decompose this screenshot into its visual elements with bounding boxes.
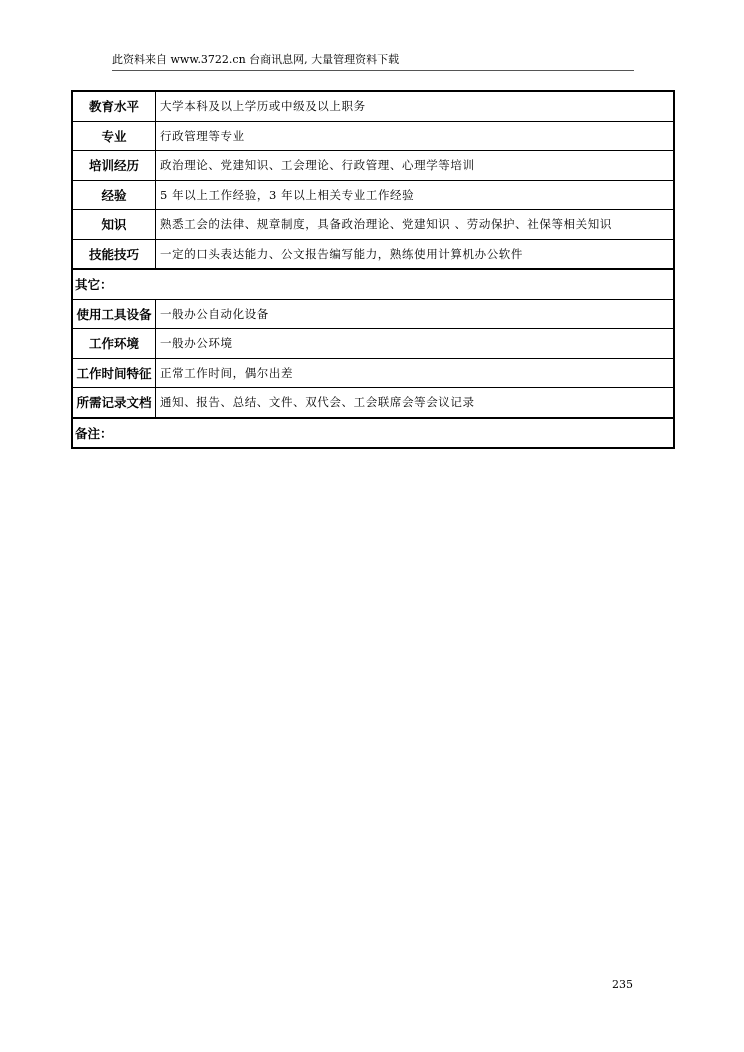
table-row-experience — [72, 180, 674, 210]
table-row-knowledge — [72, 210, 674, 240]
skills-value: 一定的口头表达能力、公文报告编写能力，熟练使用计算机办公软件 — [156, 239, 675, 269]
documents-value: 通知、报告、总结、文件、双代会、工会联席会等会议记录 — [156, 388, 675, 418]
table-row-documents — [72, 388, 674, 418]
knowledge-label: 知识 — [72, 210, 156, 240]
documents-label: 所需记录文档 — [72, 388, 156, 418]
page-header — [112, 52, 634, 71]
skills-label: 技能技巧 — [72, 239, 156, 269]
environment-value: 一般办公环境 — [156, 329, 675, 359]
table-row-tools — [72, 299, 674, 329]
table-row-skills — [72, 239, 674, 269]
table-row-environment — [72, 329, 674, 359]
environment-label: 工作环境 — [72, 329, 156, 359]
experience-value: 5 年以上工作经验，3 年以上相关专业工作经验 — [156, 180, 675, 210]
page-number: 235 — [612, 978, 633, 991]
major-label: 专业 — [72, 121, 156, 151]
major-value: 行政管理等专业 — [156, 121, 675, 151]
training-value: 政治理论、党建知识、工会理论、行政管理、心理学等培训 — [156, 151, 675, 181]
other-section-row — [72, 269, 674, 299]
table-row-training — [72, 151, 674, 181]
knowledge-value: 熟悉工会的法律、规章制度，具备政治理论、党建知识 、劳动保护、社保等相关知识 — [156, 210, 675, 240]
table-row-major — [72, 121, 674, 151]
education-value: 大学本科及以上学历或中级及以上职务 — [156, 91, 675, 121]
job-description-table — [71, 90, 675, 449]
tools-value: 一般办公自动化设备 — [156, 299, 675, 329]
tools-label: 使用工具设备 — [72, 299, 156, 329]
work-hours-label: 工作时间特征 — [72, 358, 156, 388]
work-hours-value: 正常工作时间，偶尔出差 — [156, 358, 675, 388]
notes-section-title: 备注： — [72, 418, 674, 449]
table-row-work-hours — [72, 358, 674, 388]
notes-section-row — [72, 418, 674, 449]
experience-label: 经验 — [72, 180, 156, 210]
other-section-title: 其它： — [72, 269, 674, 299]
education-label: 教育水平 — [72, 91, 156, 121]
table-row-education — [72, 91, 674, 121]
training-label: 培训经历 — [72, 151, 156, 181]
header-text: 此资料来自 www.3722.cn 台商讯息网, 大量管理资料下载 — [112, 53, 400, 66]
